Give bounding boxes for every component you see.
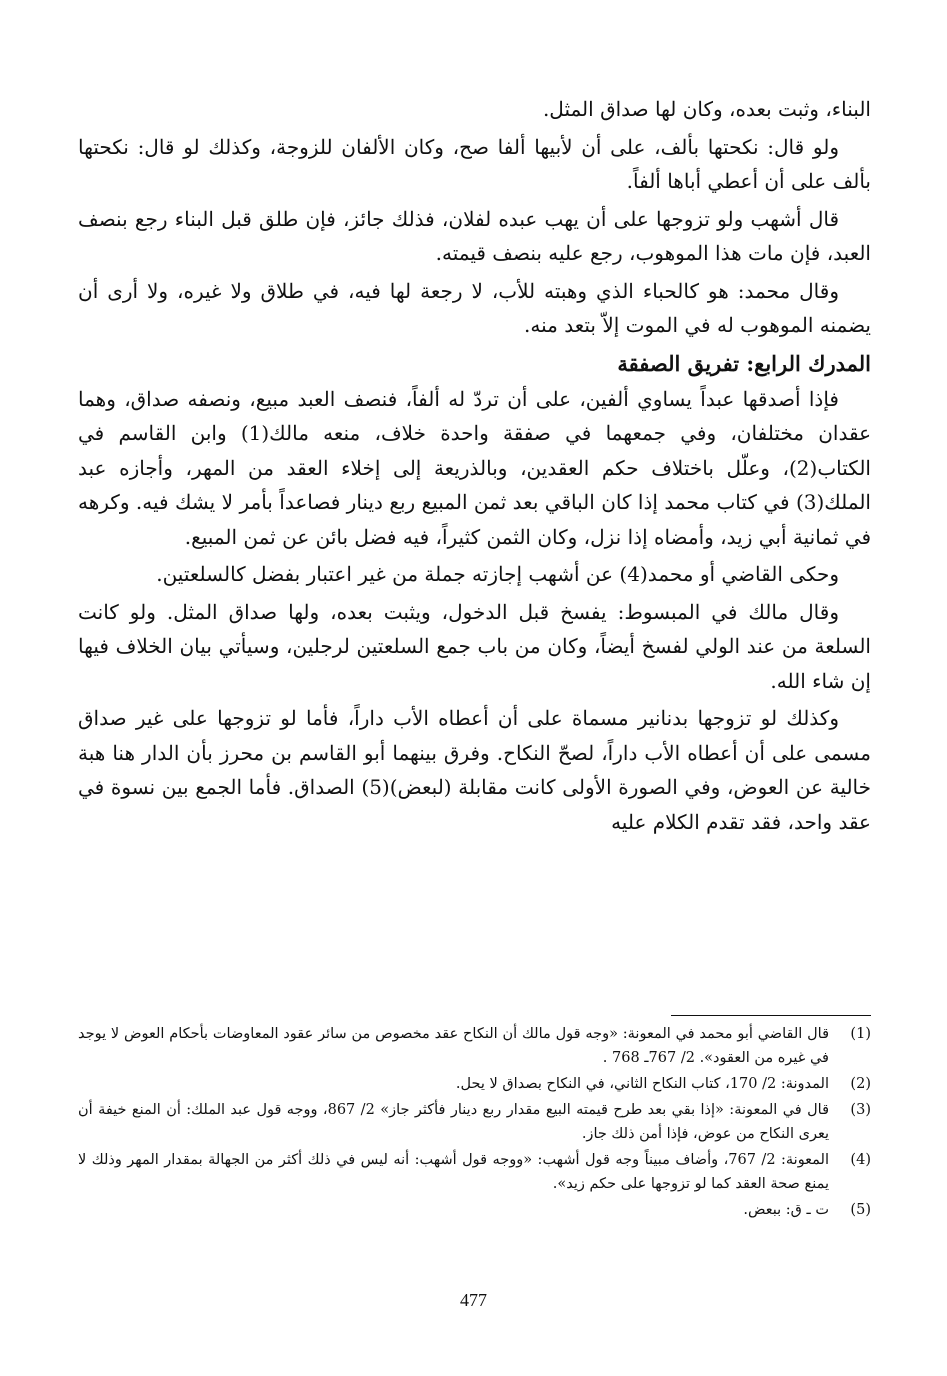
footnote-number: (4) (850, 1152, 871, 1168)
footnote-number: (2) (850, 1076, 871, 1092)
paragraph-2: ولو قال: نكحتها بألف، على أن لأبيها ألفا صح، وكان الألفان للزوجة، وكذلك لو قال: نكحتها بألف على أن أعطي أباها ألفاً. (78, 134, 871, 193)
section-heading: المدرك الرابع: تفريق الصفقة (617, 350, 871, 376)
paragraph-3: قال أشهب ولو تزوجها على أن يهب عبده لفلان، فذلك جائز، فإن طلق قبل البناء رجع بنصف العبد، فإن مات هذا الموهوب، رجع عليه بنصف قيمته. (78, 206, 871, 265)
footnote-2 (78, 1072, 871, 1096)
footnote-3 (78, 1098, 871, 1146)
footnotes (78, 1022, 871, 1224)
footnote-divider (671, 1015, 871, 1016)
footnote-number: (1) (850, 1026, 871, 1042)
page-number: 477 (460, 1290, 487, 1310)
paragraph-6: وحكى القاضي أو محمد(4) عن أشهب إجازته جملة من غير اعتبار بفضل كالسلعتين. (156, 562, 839, 586)
footnote-text: قال القاضي أبو محمد في المعونة: «وجه قول مالك أن النكاح عقد مخصوص من سائر عقود المعاوضات بأحكام العوض لا يوجد في غيره من العقود». 2/ 767ـ 768 . (78, 1026, 829, 1066)
footnote-5 (78, 1198, 871, 1222)
footnote-number: (3) (850, 1102, 871, 1118)
footnote-text: قال في المعونة: «إذا بقي بعد طرح قيمته البيع مقدار ربع دينار فأكثر جاز» 2/ 867، ووجه قول عبد الملك: أن المنع خيفة أن يعرى النكاح من عوض، فإذا أمن ذلك جاز. (78, 1102, 829, 1142)
paragraph-7: وقال مالك في المبسوط: يفسخ قبل الدخول، ويثبت بعده، ولها صداق المثل. ولو كانت السلعة من عند الولي لفسخ أيضاً، وكان من باب جمع السلعتين لرجلين، وسيأتي بيان الخلاف فيها إن شاء الله. (78, 599, 871, 693)
footnote-4 (78, 1148, 871, 1196)
paragraph-4: وقال محمد: هو كالحباء الذي وهبته للأب، لا رجعة لها فيه، في طلاق ولا غيره، ولا أرى أن يضمنه الموهوب له في الموت إلاّ بتعد منه. (78, 278, 871, 337)
footnote-text: ت ـ ق: ببعض. (743, 1202, 829, 1218)
paragraph-1: البناء، وثبت بعده، وكان لها صداق المثل. (542, 97, 871, 121)
paragraph-8: وكذلك لو تزوجها بدنانير مسماة على أن أعطاه الأب داراً، فأما لو تزوجها على غير صداق مسمى على أن أعطاه الأب داراً، لصحّ النكاح. وفرق بينهما أبو القاسم بن محرز بأن الدار هنا هبة خالية عن العوض، وفي الصورة الأولى كانت مقابلة (لبعض)(5) الصداق. فأما الجمع بين نسوة في عقد واحد، فقد تقدم الكلام عليه (78, 706, 872, 834)
main-text (78, 92, 871, 842)
footnote-number: (5) (850, 1202, 871, 1218)
footnote-1 (78, 1022, 871, 1070)
paragraph-5: فإذا أصدقها عبداً يساوي ألفين، على أن تردّ له ألفاً، فنصف العبد مبيع، ونصفه صداق، وهما عقدان مختلفان، وفي جمعهما في صفقة واحدة خلاف، منعه مالك(1) وابن القاسم في الكتاب(2)، وعلّل باختلاف حكم العقدين، وبالذريعة إلى إخلاء العقد من المهر، وأجازه عبد الملك(3) في كتاب محمد إذا كان الباقي بعد ثمن المبيع ربع دينار فصاعداً بأمر لا يشك فيه. وكرهه في ثمانية أبي زيد، وأمضاه إذا نزل، وكان الثمن كثيراً، فيه فضل بائن عن ثمن المبيع. (78, 386, 871, 549)
footnote-text: المدونة: 2/ 170، كتاب النكاح الثاني، في النكاح بصداق لا يحل. (455, 1076, 829, 1092)
footnote-text: المعونة: 2/ 767، وأضاف مبيناً وجه قول أشهب: «ووجه قول أشهب: أنه ليس في ذلك أكثر من الجهالة بمقدار المهر وذلك لا يمنع صحة العقد كما لو تزوجها على حكم زيد». (78, 1152, 830, 1192)
